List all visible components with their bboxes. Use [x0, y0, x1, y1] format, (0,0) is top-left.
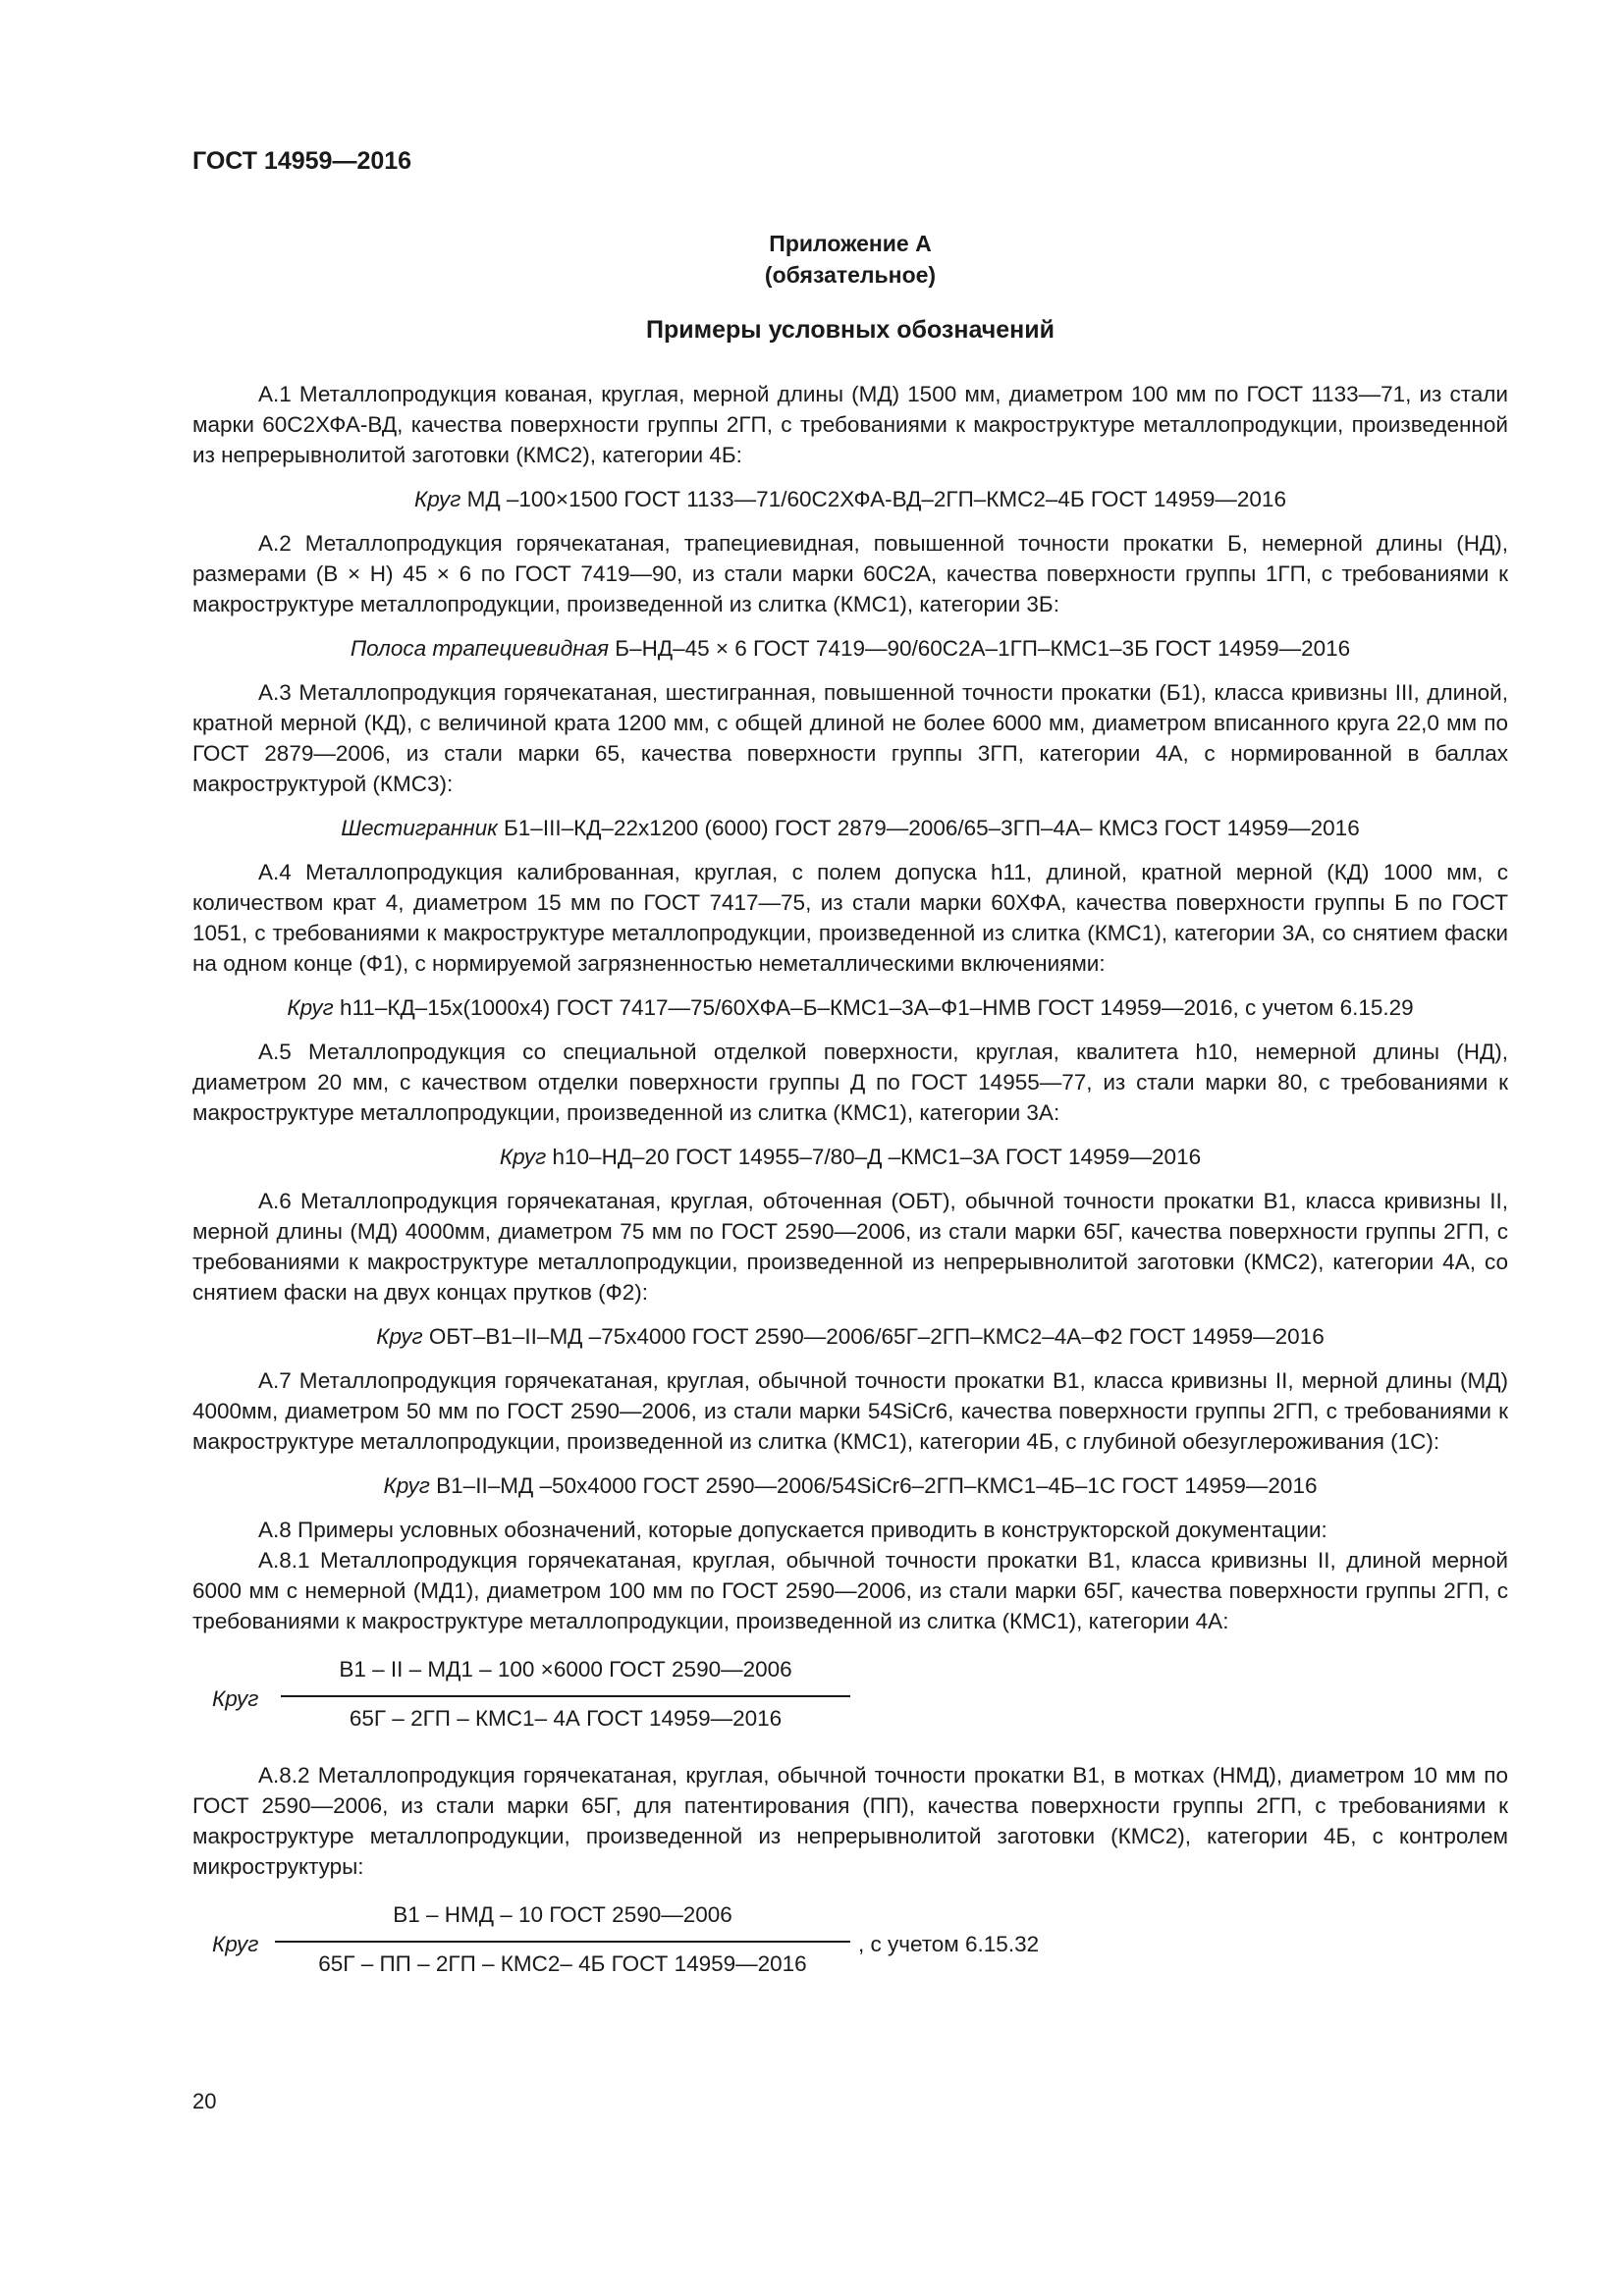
appendix-heading [192, 228, 1508, 291]
fraction-denominator: 65Г – ПП – 2ГП – КМС2– 4Б ГОСТ 14959—2016 [318, 1951, 807, 1976]
fraction-denominator: 65Г – 2ГП – КМС1– 4А ГОСТ 14959—2016 [349, 1706, 783, 1731]
paragraph-a6: А.6 Металлопродукция горячекатаная, круглая, обточенная (ОБТ), обычной точности прокатки В1, класса кривизны II, мерной длины (МД) 4000мм, диаметром 75 мм по ГОСТ 2590—2006, из стали марки 65Г, качества поверхности группы 2ГП, с требованиями к макроструктуре металлопродукции, произведенной из непрерывнолитой заготовки (КМС2), категории 4А, со снятием фаски на двух концах прутков (Ф2): [192, 1189, 1508, 1305]
example-code: Б–НД–45 × 6 ГОСТ 7419—90/60С2А–1ГП–КМС1–3Б ГОСТ 14959—2016 [609, 636, 1351, 661]
appendix-title: Приложение А [769, 231, 932, 256]
document-body [192, 379, 1508, 2005]
appendix-status: (обязательное) [764, 262, 937, 288]
paragraph-a4: А.4 Металлопродукция калиброванная, круглая, с полем допуска h11, длиной, кратной мерной (КД) 1000 мм, с количеством крат 4, диаметром 15 мм по ГОСТ 7417—75, из стали марки 60ХФА, качества поверхности группы Б по ГОСТ 1051, с требованиями к макроструктуре металлопродукции, произведенной из слитка (КМС1), категории 3А, со снятием фаски на одном конце (Ф1), с нормируемой загрязненностью неметаллическими включениями: [192, 860, 1508, 976]
example-code: В1–II–МД –50х4000 ГОСТ 2590—2006/54SiCr6–2ГП–КМС1–4Б–1С ГОСТ 14959—2016 [429, 1473, 1318, 1498]
example-a1 [192, 484, 1508, 514]
example-a5 [192, 1142, 1508, 1172]
example-name: Круг [383, 1473, 430, 1498]
example-name: Круг [499, 1145, 547, 1169]
fraction-numerator: В1 – II – МД1 – 100 ×6000 ГОСТ 2590—2006 [339, 1657, 792, 1682]
document-header: ГОСТ 14959—2016 [192, 147, 412, 175]
paragraph-a8: А.8 Примеры условных обозначений, которые допускается приводить в конструкторской документации: [258, 1518, 1327, 1542]
example-a7 [192, 1470, 1508, 1501]
example-a3 [192, 813, 1508, 843]
example-name: Шестигранник [341, 816, 498, 840]
example-code: Б1–III–КД–22х1200 (6000) ГОСТ 2879—2006/65–3ГП–4А– КМС3 ГОСТ 14959—2016 [497, 816, 1360, 840]
example-code: h11–КД–15х(1000х4) ГОСТ 7417—75/60ХФА–Б–КМС1–3А–Ф1–НМВ ГОСТ 14959—2016, с учетом 6.15.29 [333, 995, 1414, 1020]
example-name: Круг [414, 487, 461, 511]
paragraph-a8-1: А.8.1 Металлопродукция горячекатаная, круглая, обычной точности прокатки В1, класса кривизны II, длиной мерной 6000 мм с немерной (МД1), диаметром 100 мм по ГОСТ 2590—2006, из стали марки 65Г, качества поверхности группы 2ГП, с требованиями к макроструктуре металлопродукции, произведенной из слитка (КМС1), категории 4А: [192, 1548, 1508, 1633]
example-name: Полоса трапециевидная [350, 636, 610, 661]
paragraph-a3: А.3 Металлопродукция горячекатаная, шестигранная, повышенной точности прокатки (Б1), класса кривизны III, длиной, кратной мерной (КД), с величиной крата 1200 мм, с общей длиной не более 6000 мм, диаметром вписанного круга 22,0 мм по ГОСТ 2879—2006, из стали марки 65, качества поверхности группы 3ГП, категории 4А, с нормированной в баллах макроструктурой (КМС3): [192, 680, 1508, 796]
example-a2 [192, 633, 1508, 664]
paragraph-a5: А.5 Металлопродукция со специальной отделкой поверхности, круглая, квалитета h10, немерной длины (НД), диаметром 20 мм, с качеством отделки поверхности группы Д по ГОСТ 14955—77, из стали марки 80, с требованиями к макроструктуре металлопродукции, произведенной из слитка (КМС1), категории 3А: [192, 1040, 1508, 1125]
example-code: h10–НД–20 ГОСТ 14955–7/80–Д –КМС1–3А ГОСТ 14959—2016 [546, 1145, 1202, 1169]
paragraph-a1: А.1 Металлопродукция кованая, круглая, мерной длины (МД) 1500 мм, диаметром 100 мм по ГОСТ 1133—71, из стали марки 60С2ХФА-ВД, качества поверхности группы 2ГП, с требованиями к макроструктуре металлопродукции, произведенной из непрерывнолитой заготовки (КМС2), категории 4Б: [192, 382, 1508, 467]
section-title: Примеры условных обозначений [646, 316, 1055, 344]
example-name: Круг [376, 1324, 423, 1349]
example-code: МД –100×1500 ГОСТ 1133—71/60С2ХФА-ВД–2ГП–КМС2–4Б ГОСТ 14959—2016 [460, 487, 1286, 511]
page-number: 20 [192, 2089, 217, 2113]
fraction-example-2 [192, 1899, 1508, 1990]
fraction-example-1 [192, 1654, 1508, 1744]
fraction-bar [275, 1941, 850, 1943]
fraction-numerator: В1 – НМД – 10 ГОСТ 2590—2006 [393, 1902, 732, 1927]
fraction-bar [281, 1695, 850, 1697]
fraction-name: Круг [212, 1932, 259, 1956]
paragraph-a8-2: А.8.2 Металлопродукция горячекатаная, круглая, обычной точности прокатки В1, в мотках (НМД), диаметром 10 мм по ГОСТ 2590—2006, из стали марки 65Г, для патентирования (ПП), качества поверхности группы 2ГП, с требованиями к макроструктуре металлопродукции, произведенной из непрерывнолитой заготовки (КМС2), категории 4Б, с контролем микроструктуры: [192, 1763, 1508, 1879]
example-a4 [192, 992, 1508, 1023]
paragraph-a2: А.2 Металлопродукция горячекатаная, трапециевидная, повышенной точности прокатки Б, немерной длины (НД), размерами (В × Н) 45 × 6 по ГОСТ 7419—90, из стали марки 60С2А, качества поверхности группы 1ГП, с требованиями к макроструктуре металлопродукции, произведенной из слитка (КМС1), категории 3Б: [192, 531, 1508, 616]
example-a6 [192, 1321, 1508, 1352]
fraction-tail: , с учетом 6.15.32 [858, 1932, 1040, 1956]
fraction-name: Круг [212, 1686, 259, 1711]
example-name: Круг [287, 995, 334, 1020]
example-code: ОБТ–В1–II–МД –75х4000 ГОСТ 2590—2006/65Г–2ГП–КМС2–4А–Ф2 ГОСТ 14959—2016 [422, 1324, 1325, 1349]
paragraph-a7: А.7 Металлопродукция горячекатаная, круглая, обычной точности прокатки В1, класса кривизны II, мерной длины (МД) 4000мм, диаметром 50 мм по ГОСТ 2590—2006, из стали марки 54SiCr6, качества поверхности группы 2ГП, с требованиями к макроструктуре металлопродукции, произведенной из слитка (КМС1), категории 4Б, с глубиной обезуглероживания (1С): [192, 1368, 1508, 1454]
